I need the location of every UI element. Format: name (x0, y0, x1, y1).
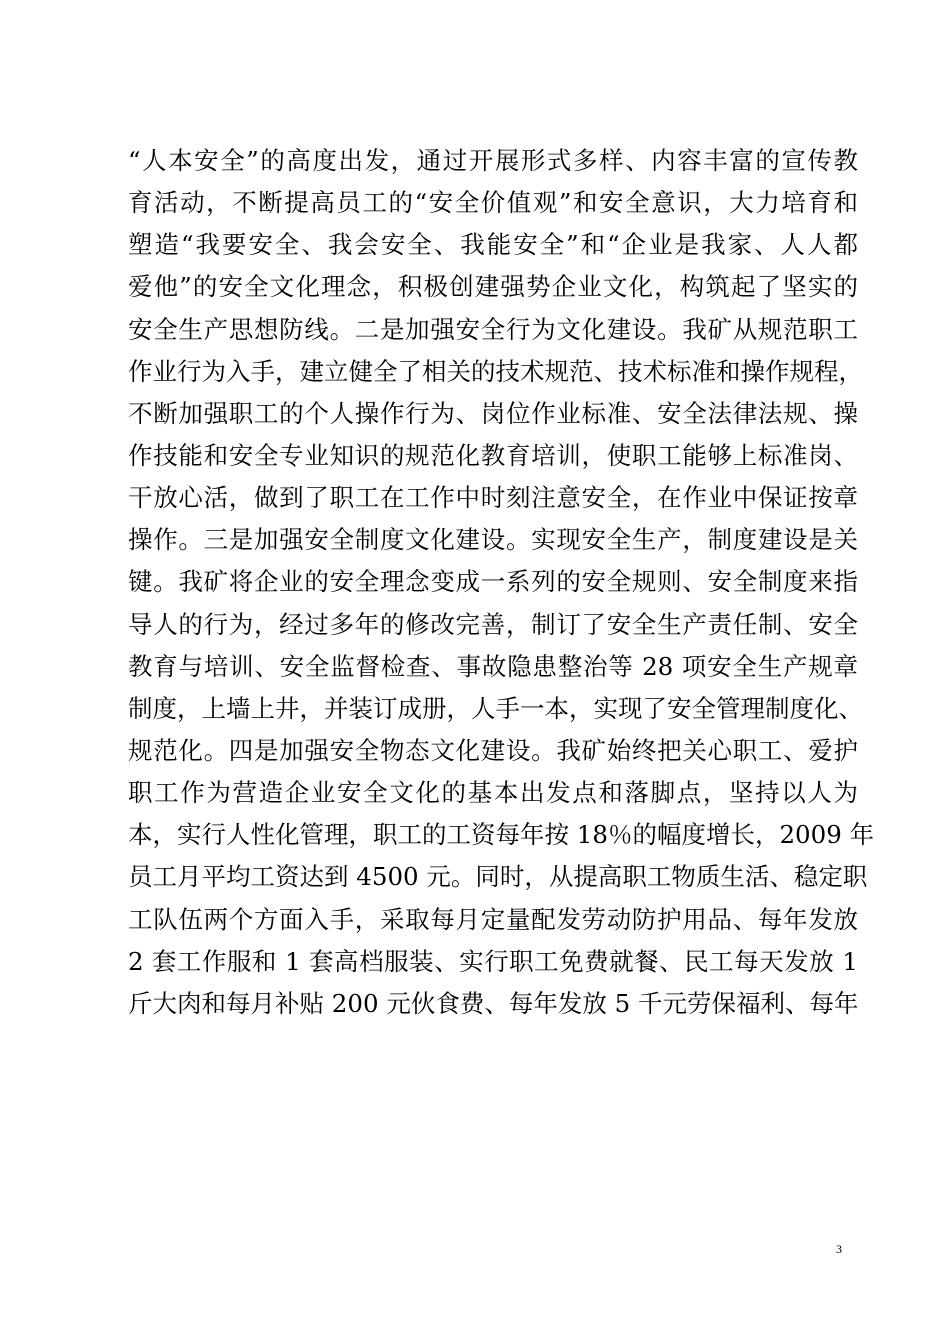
text-line: 作技能和安全专业知识的规范化教育培训，使职工能够上标准岗、 (128, 440, 858, 470)
text-line: 职工作为营造企业安全文化的基本出发点和落脚点，坚持以人为 (128, 778, 858, 808)
text-line: 安全生产思想防线。二是加强安全行为文化建设。我矿从规范职工 (128, 314, 858, 344)
text-line: “人本安全”的高度出发，通过开展形式多样、内容丰富的宣传教 (128, 146, 858, 175)
text-line: 键。我矿将企业的安全理念变成一系列的安全规则、安全制度来指 (128, 567, 858, 597)
body-paragraph (128, 140, 875, 1025)
text-line: 规范化。四是加强安全物态文化建设。我矿始终把关心职工、爱护 (128, 735, 858, 765)
text-line: 塑造“我要安全、我会安全、我能安全”和“企业是我家、人人都 (128, 230, 858, 260)
text-line: 爱他”的安全文化理念，积极创建强势企业文化，构筑起了坚实的 (128, 272, 858, 302)
text-line: 工队伍两个方面入手，采取每月定量配发劳动防护用品、每年发放 (128, 904, 858, 934)
text-line: 员工月平均工资达到 4500 元。同时，从提高职工物质生活、稳定职 (128, 862, 868, 892)
text-line: 制度，上墙上井，并装订成册，人手一本，实现了安全管理制度化、 (128, 693, 863, 723)
text-line: 不断加强职工的个人操作行为、岗位作业标准、安全法律法规、操 (128, 398, 858, 428)
text-line: 育活动，不断提高员工的“安全价值观”和安全意识，大力培育和 (128, 188, 858, 218)
text-line: 本，实行人性化管理，职工的工资每年按 18％的幅度增长，2009 年 (128, 820, 875, 850)
text-line: 教育与培训、安全监督检查、事故隐患整治等 28 项安全生产规章 (128, 651, 858, 681)
text-line: 作业行为入手，建立健全了相关的技术规范、技术标准和操作规程， (128, 356, 863, 386)
text-line: 斤大肉和每月补贴 200 元伙食费、每年发放 5 千元劳保福利、每年 (128, 988, 859, 1018)
text-line: 2 套工作服和 1 套高档服装、实行职工免费就餐、民工每天发放 1 (128, 946, 858, 976)
text-line: 导人的行为，经过多年的修改完善，制订了安全生产责任制、安全 (128, 609, 858, 639)
text-line: 干放心活，做到了职工在工作中时刻注意安全，在作业中保证按章 (128, 483, 858, 513)
text-line: 操作。三是加强安全制度文化建设。实现安全生产，制度建设是关 (128, 525, 858, 555)
page-number: 3 (836, 1242, 842, 1256)
